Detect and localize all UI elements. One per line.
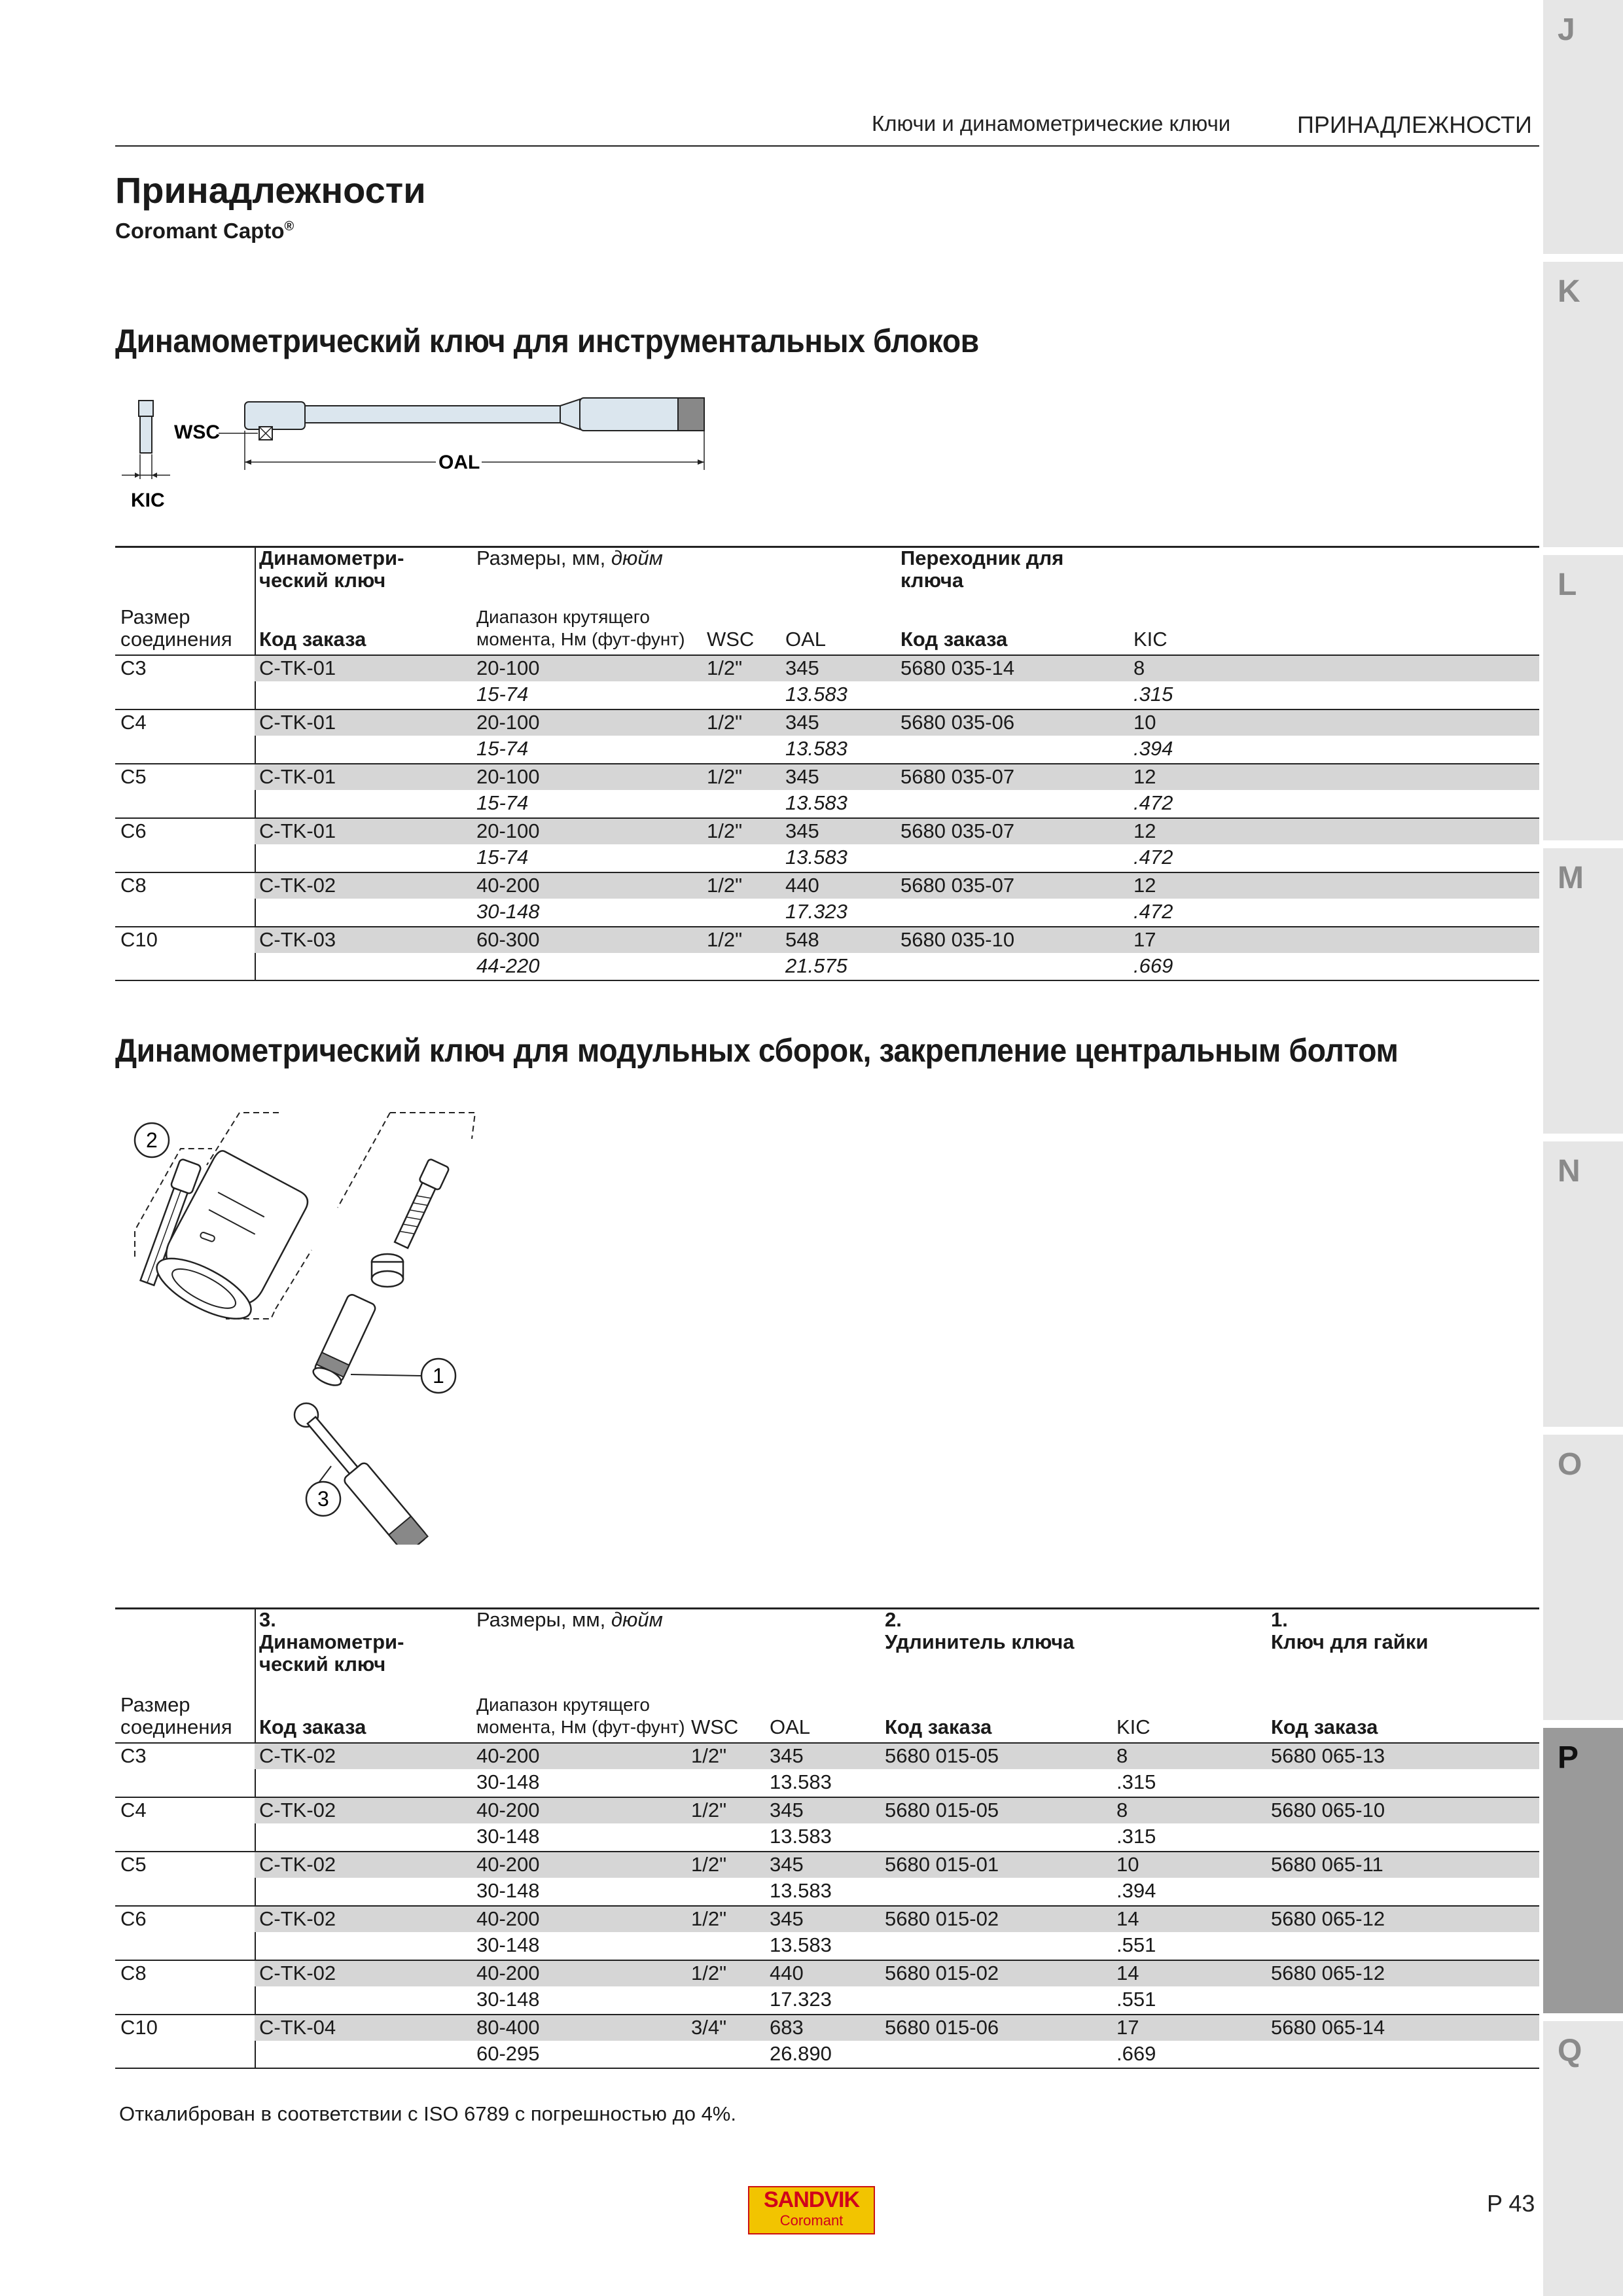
tab-letter: Q bbox=[1558, 2034, 1582, 2068]
kic-label: KIC bbox=[131, 490, 165, 511]
cell-oal-inch: 13.583 bbox=[770, 1933, 832, 1956]
tab-letter: K bbox=[1558, 274, 1580, 309]
cell-size: C6 bbox=[120, 819, 147, 842]
cell-oal-inch: 21.575 bbox=[785, 954, 847, 977]
table-row bbox=[115, 763, 1539, 817]
cell-torque-ftlb: 60-295 bbox=[476, 2042, 540, 2065]
cell-kic-mm: 17 bbox=[1116, 2016, 1139, 2039]
cell-size: C3 bbox=[120, 656, 147, 679]
cell-kic-inch: .551 bbox=[1116, 1933, 1156, 1956]
svg-text:2: 2 bbox=[146, 1128, 158, 1152]
table-row bbox=[115, 1742, 1539, 1796]
cell-oal-mm: 345 bbox=[770, 1799, 804, 1821]
page-number: P 43 bbox=[1487, 2190, 1535, 2217]
tab-l[interactable] bbox=[1543, 555, 1623, 840]
cell-size: C10 bbox=[120, 2016, 158, 2039]
cell-adapter-code: 5680 035-14 bbox=[901, 656, 1015, 679]
cell-size: C8 bbox=[120, 1962, 147, 1984]
breadcrumb: Ключи и динамометрические ключи bbox=[872, 111, 1231, 135]
cell-kic-mm: 17 bbox=[1133, 928, 1156, 951]
table-row bbox=[115, 1905, 1539, 1959]
cell-size: C3 bbox=[120, 1744, 147, 1767]
th-kic: KIC bbox=[1133, 628, 1168, 651]
cell-extension-code: 5680 015-05 bbox=[885, 1799, 999, 1821]
tab-p[interactable] bbox=[1543, 1728, 1623, 2013]
tab-letter: L bbox=[1558, 567, 1577, 602]
svg-text:3: 3 bbox=[317, 1487, 329, 1511]
cell-torque-nm: 20-100 bbox=[476, 656, 540, 679]
cell-kic-mm: 8 bbox=[1116, 1799, 1128, 1821]
modular-assembly-diagram bbox=[115, 1100, 521, 1545]
th2-order-code: Код заказа bbox=[259, 1715, 366, 1738]
cell-torque-ftlb: 30-148 bbox=[476, 1879, 540, 1902]
cell-extension-code: 5680 015-06 bbox=[885, 2016, 999, 2039]
cell-wsc: 1/2" bbox=[707, 874, 743, 897]
cell-torque-ftlb: 15-74 bbox=[476, 737, 529, 760]
th-adapter-group: Переходник для ключа bbox=[901, 547, 1064, 592]
cell-order-code: C-TK-01 bbox=[259, 819, 336, 842]
cell-size: C4 bbox=[120, 1799, 147, 1821]
th-order-code2: Код заказа bbox=[901, 628, 1008, 651]
th2-size: Размер соединения bbox=[120, 1693, 232, 1738]
cell-oal-inch: 26.890 bbox=[770, 2042, 832, 2065]
cell-order-code: C-TK-01 bbox=[259, 765, 336, 788]
cell-oal-mm: 345 bbox=[785, 656, 819, 679]
cell-torque-nm: 20-100 bbox=[476, 711, 540, 734]
cell-order-code: C-TK-02 bbox=[259, 874, 336, 897]
th-wrench-group: Динамометри- ческий ключ bbox=[259, 547, 404, 592]
th-size: Размер соединения bbox=[120, 605, 232, 651]
page-title: Принадлежности bbox=[115, 170, 426, 211]
table-row bbox=[115, 872, 1539, 925]
th2-kic: KIC bbox=[1116, 1715, 1150, 1738]
cell-wsc: 1/2" bbox=[691, 1907, 727, 1930]
cell-kic-inch: .551 bbox=[1116, 1988, 1156, 2011]
page-subtitle: Coromant Capto® bbox=[115, 219, 294, 243]
cell-order-code: C-TK-01 bbox=[259, 711, 336, 734]
wsc-label: WSC bbox=[174, 422, 220, 443]
tab-letter: M bbox=[1558, 861, 1584, 895]
cell-nut-wrench-code: 5680 065-10 bbox=[1271, 1799, 1385, 1821]
cell-oal-mm: 345 bbox=[785, 711, 819, 734]
table-row bbox=[115, 2014, 1539, 2068]
cell-kic-mm: 8 bbox=[1133, 656, 1145, 679]
cell-oal-mm: 440 bbox=[770, 1962, 804, 1984]
section-name: ПРИНАДЛЕЖНОСТИ bbox=[1297, 111, 1532, 138]
cell-kic-mm: 14 bbox=[1116, 1962, 1139, 1984]
cell-order-code: C-TK-01 bbox=[259, 656, 336, 679]
cell-kic-mm: 8 bbox=[1116, 1744, 1128, 1767]
cell-wsc: 1/2" bbox=[707, 765, 743, 788]
section1-heading: Динамометрический ключ для инструментальных блоков bbox=[115, 323, 979, 359]
cell-adapter-code: 5680 035-07 bbox=[901, 819, 1015, 842]
section2-heading: Динамометрический ключ для модульных сборок, закрепление центральным болтом bbox=[115, 1032, 1399, 1069]
cell-kic-inch: .394 bbox=[1116, 1879, 1156, 1902]
cell-adapter-code: 5680 035-07 bbox=[901, 874, 1015, 897]
cell-oal-inch: 17.323 bbox=[785, 900, 847, 923]
cell-oal-inch: 13.583 bbox=[785, 846, 847, 869]
th2-dims-group: Размеры, мм, дюйм bbox=[476, 1608, 663, 1631]
cell-order-code: C-TK-02 bbox=[259, 1962, 336, 1984]
cell-kic-inch: .315 bbox=[1133, 683, 1173, 706]
cell-kic-inch: .315 bbox=[1116, 1825, 1156, 1848]
cell-oal-inch: 13.583 bbox=[770, 1879, 832, 1902]
cell-size: C6 bbox=[120, 1907, 147, 1930]
cell-order-code: C-TK-04 bbox=[259, 2016, 336, 2039]
cell-order-code: C-TK-02 bbox=[259, 1744, 336, 1767]
cell-wsc: 1/2" bbox=[691, 1853, 727, 1876]
cell-torque-ftlb: 15-74 bbox=[476, 791, 529, 814]
tab-letter: O bbox=[1558, 1447, 1582, 1482]
cell-wsc: 1/2" bbox=[691, 1962, 727, 1984]
tab-letter: J bbox=[1558, 12, 1575, 47]
cell-wsc: 1/2" bbox=[707, 819, 743, 842]
cell-wsc: 1/2" bbox=[707, 656, 743, 679]
cell-torque-ftlb: 15-74 bbox=[476, 846, 529, 869]
cell-oal-mm: 548 bbox=[785, 928, 819, 951]
cell-oal-mm: 345 bbox=[770, 1744, 804, 1767]
tab-n[interactable] bbox=[1543, 1141, 1623, 1427]
svg-text:1: 1 bbox=[433, 1364, 444, 1388]
th2-wrench-group: 3. Динамометри- ческий ключ bbox=[259, 1608, 404, 1676]
cell-nut-wrench-code: 5680 065-12 bbox=[1271, 1907, 1385, 1930]
th-torque: Диапазон крутящего момента, Нм (фут-фунт) bbox=[476, 607, 685, 649]
sandvik-logo: SANDVIK Coromant bbox=[748, 2186, 875, 2234]
th-order-code: Код заказа bbox=[259, 628, 366, 651]
cell-adapter-code: 5680 035-10 bbox=[901, 928, 1015, 951]
cell-oal-mm: 345 bbox=[770, 1907, 804, 1930]
tab-o[interactable] bbox=[1543, 1435, 1623, 1720]
cell-torque-nm: 40-200 bbox=[476, 1907, 540, 1930]
cell-extension-code: 5680 015-02 bbox=[885, 1907, 999, 1930]
cell-torque-ftlb: 44-220 bbox=[476, 954, 540, 977]
cell-wsc: 1/2" bbox=[691, 1744, 727, 1767]
cell-kic-mm: 10 bbox=[1116, 1853, 1139, 1876]
cell-torque-nm: 20-100 bbox=[476, 765, 540, 788]
cell-oal-mm: 683 bbox=[770, 2016, 804, 2039]
cell-oal-inch: 13.583 bbox=[785, 737, 847, 760]
cell-kic-inch: .472 bbox=[1133, 846, 1173, 869]
th2-extension-group: 2. Удлинитель ключа bbox=[885, 1608, 1075, 1653]
tab-letter: P bbox=[1558, 1740, 1579, 1775]
torque-wrench-diagram bbox=[115, 386, 717, 517]
cell-kic-inch: .315 bbox=[1116, 1770, 1156, 1793]
th2-wsc: WSC bbox=[691, 1715, 739, 1738]
cell-kic-inch: .472 bbox=[1133, 900, 1173, 923]
cell-oal-mm: 440 bbox=[785, 874, 819, 897]
cell-size: C4 bbox=[120, 711, 147, 734]
cell-nut-wrench-code: 5680 065-12 bbox=[1271, 1962, 1385, 1984]
cell-oal-mm: 345 bbox=[785, 765, 819, 788]
cell-order-code: C-TK-02 bbox=[259, 1853, 336, 1876]
cell-torque-nm: 40-200 bbox=[476, 1799, 540, 1821]
cell-size: C5 bbox=[120, 1853, 147, 1876]
cell-adapter-code: 5680 035-06 bbox=[901, 711, 1015, 734]
tab-k[interactable] bbox=[1543, 262, 1623, 547]
cell-oal-inch: 13.583 bbox=[785, 683, 847, 706]
cell-wsc: 1/2" bbox=[691, 1799, 727, 1821]
cell-extension-code: 5680 015-05 bbox=[885, 1744, 999, 1767]
cell-order-code: C-TK-02 bbox=[259, 1799, 336, 1821]
table-row bbox=[115, 817, 1539, 871]
cell-nut-wrench-code: 5680 065-11 bbox=[1271, 1853, 1383, 1876]
cell-torque-nm: 20-100 bbox=[476, 819, 540, 842]
cell-torque-ftlb: 30-148 bbox=[476, 900, 540, 923]
cell-size: C8 bbox=[120, 874, 147, 897]
th2-torque: Диапазон крутящего момента, Нм (фут-фунт) bbox=[476, 1695, 685, 1737]
cell-torque-ftlb: 30-148 bbox=[476, 1933, 540, 1956]
th-wsc: WSC bbox=[707, 628, 755, 651]
table-row bbox=[115, 1960, 1539, 2013]
cell-torque-ftlb: 30-148 bbox=[476, 1825, 540, 1848]
cell-kic-mm: 14 bbox=[1116, 1907, 1139, 1930]
tab-letter: N bbox=[1558, 1154, 1580, 1189]
cell-order-code: C-TK-02 bbox=[259, 1907, 336, 1930]
oal-label: OAL bbox=[438, 452, 480, 473]
cell-oal-inch: 13.583 bbox=[785, 791, 847, 814]
cell-torque-ftlb: 30-148 bbox=[476, 1770, 540, 1793]
cell-kic-mm: 12 bbox=[1133, 874, 1156, 897]
th2-order-code2: Код заказа bbox=[885, 1715, 992, 1738]
cell-oal-mm: 345 bbox=[770, 1853, 804, 1876]
cell-torque-ftlb: 15-74 bbox=[476, 683, 529, 706]
cell-kic-mm: 12 bbox=[1133, 819, 1156, 842]
cell-torque-nm: 40-200 bbox=[476, 1744, 540, 1767]
cell-kic-inch: .669 bbox=[1133, 954, 1173, 977]
cell-wsc: 3/4" bbox=[691, 2016, 727, 2039]
cell-torque-nm: 40-200 bbox=[476, 874, 540, 897]
cell-kic-inch: .394 bbox=[1133, 737, 1173, 760]
th-oal: OAL bbox=[785, 628, 827, 651]
registered-mark: ® bbox=[284, 219, 294, 234]
cell-oal-inch: 13.583 bbox=[770, 1825, 832, 1848]
cell-kic-mm: 12 bbox=[1133, 765, 1156, 788]
cell-torque-nm: 60-300 bbox=[476, 928, 540, 951]
cell-kic-inch: .669 bbox=[1116, 2042, 1156, 2065]
th2-oal: OAL bbox=[770, 1715, 811, 1738]
cell-size: C5 bbox=[120, 765, 147, 788]
cell-oal-inch: 17.323 bbox=[770, 1988, 832, 2011]
table-row bbox=[115, 926, 1539, 980]
table-row bbox=[115, 1851, 1539, 1905]
cell-nut-wrench-code: 5680 065-14 bbox=[1271, 2016, 1385, 2039]
cell-torque-ftlb: 30-148 bbox=[476, 1988, 540, 2011]
footnote: Откалиброван в соответствии с ISO 6789 с погрешностью до 4%. bbox=[119, 2102, 736, 2125]
cell-kic-inch: .472 bbox=[1133, 791, 1173, 814]
cell-extension-code: 5680 015-02 bbox=[885, 1962, 999, 1984]
cell-oal-mm: 345 bbox=[785, 819, 819, 842]
cell-kic-mm: 10 bbox=[1133, 711, 1156, 734]
cell-torque-nm: 40-200 bbox=[476, 1962, 540, 1984]
tab-m[interactable] bbox=[1543, 848, 1623, 1134]
table-row bbox=[115, 1797, 1539, 1850]
cell-torque-nm: 80-400 bbox=[476, 2016, 540, 2039]
cell-wsc: 1/2" bbox=[707, 928, 743, 951]
tab-q[interactable] bbox=[1543, 2021, 1623, 2296]
cell-nut-wrench-code: 5680 065-13 bbox=[1271, 1744, 1385, 1767]
cell-torque-nm: 40-200 bbox=[476, 1853, 540, 1876]
tab-j[interactable] bbox=[1543, 0, 1623, 254]
cell-wsc: 1/2" bbox=[707, 711, 743, 734]
cell-extension-code: 5680 015-01 bbox=[885, 1853, 999, 1876]
cell-adapter-code: 5680 035-07 bbox=[901, 765, 1015, 788]
cell-oal-inch: 13.583 bbox=[770, 1770, 832, 1793]
table-row bbox=[115, 655, 1539, 708]
cell-size: C10 bbox=[120, 928, 158, 951]
th2-nut-group: 1. Ключ для гайки bbox=[1271, 1608, 1429, 1653]
header-rule bbox=[115, 145, 1539, 147]
th-dims-group: Размеры, мм, дюйм bbox=[476, 547, 663, 569]
cell-order-code: C-TK-03 bbox=[259, 928, 336, 951]
th2-order-code3: Код заказа bbox=[1271, 1715, 1378, 1738]
table-row bbox=[115, 709, 1539, 762]
